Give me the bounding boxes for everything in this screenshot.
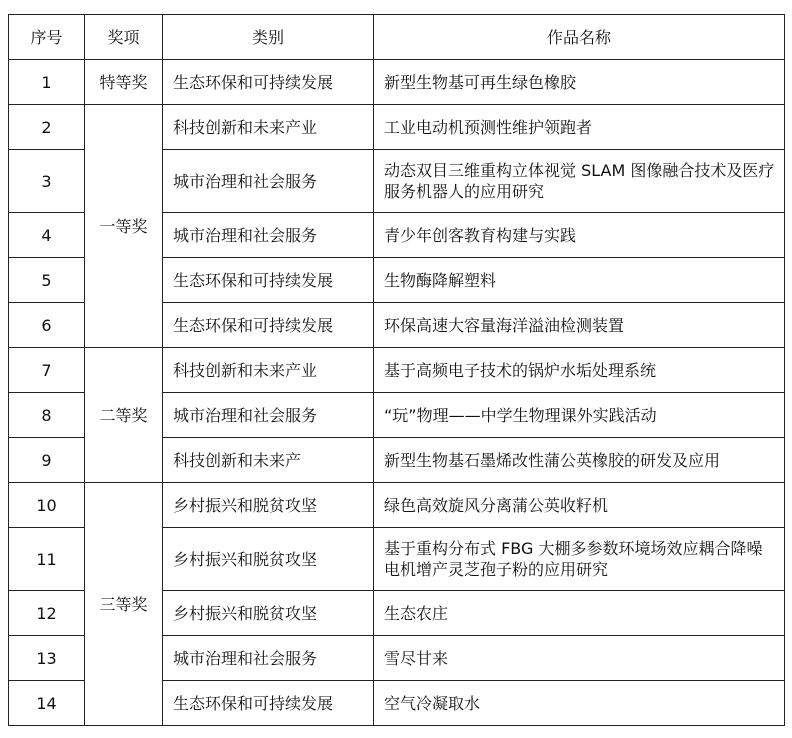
row-number: 12 <box>9 591 85 636</box>
row-number: 7 <box>9 348 85 393</box>
row-number: 11 <box>9 528 85 591</box>
award-special: 特等奖 <box>85 60 163 105</box>
row-category: 乡村振兴和脱贫攻坚 <box>163 528 374 591</box>
row-number: 5 <box>9 258 85 303</box>
row-number: 9 <box>9 438 85 483</box>
row-category: 城市治理和社会服务 <box>163 150 374 213</box>
row-title: 生物酶降解塑料 <box>374 258 785 303</box>
row-title: 新型生物基石墨烯改性蒲公英橡胶的研发及应用 <box>374 438 785 483</box>
row-title: “玩”物理——中学生物理课外实践活动 <box>374 393 785 438</box>
row-title: 生态农庄 <box>374 591 785 636</box>
row-title: 绿色高效旋风分离蒲公英收籽机 <box>374 483 785 528</box>
award-second: 二等奖 <box>85 348 163 483</box>
row-category: 城市治理和社会服务 <box>163 213 374 258</box>
header-title: 作品名称 <box>374 15 785 60</box>
row-category: 生态环保和可持续发展 <box>163 258 374 303</box>
row-title: 雪尽甘来 <box>374 636 785 681</box>
table-row <box>9 483 785 528</box>
row-number: 14 <box>9 681 85 726</box>
award-third: 三等奖 <box>85 483 163 726</box>
header-row <box>9 15 785 60</box>
award-first: 一等奖 <box>85 105 163 348</box>
row-category: 科技创新和未来产业 <box>163 105 374 150</box>
row-number: 13 <box>9 636 85 681</box>
row-category: 城市治理和社会服务 <box>163 393 374 438</box>
row-title: 空气冷凝取水 <box>374 681 785 726</box>
row-title: 基于重构分布式 FBG 大棚多参数环境场效应耦合降噪电机增产灵芝孢子粉的应用研究 <box>374 528 785 591</box>
row-category: 生态环保和可持续发展 <box>163 60 374 105</box>
row-number: 4 <box>9 213 85 258</box>
row-number: 6 <box>9 303 85 348</box>
table-row <box>9 105 785 150</box>
row-category: 科技创新和未来产业 <box>163 348 374 393</box>
row-category: 城市治理和社会服务 <box>163 636 374 681</box>
table-row <box>9 348 785 393</box>
row-title: 基于高频电子技术的锅炉水垢处理系统 <box>374 348 785 393</box>
row-category: 乡村振兴和脱贫攻坚 <box>163 483 374 528</box>
row-category: 生态环保和可持续发展 <box>163 303 374 348</box>
row-number: 8 <box>9 393 85 438</box>
header-category: 类别 <box>163 15 374 60</box>
row-category: 乡村振兴和脱贫攻坚 <box>163 591 374 636</box>
row-title: 新型生物基可再生绿色橡胶 <box>374 60 785 105</box>
row-number: 10 <box>9 483 85 528</box>
row-title: 动态双目三维重构立体视觉 SLAM 图像融合技术及医疗服务机器人的应用研究 <box>374 150 785 213</box>
header-no: 序号 <box>9 15 85 60</box>
row-number: 3 <box>9 150 85 213</box>
row-number: 2 <box>9 105 85 150</box>
row-title: 环保高速大容量海洋溢油检测装置 <box>374 303 785 348</box>
table-row <box>9 60 785 105</box>
row-title: 青少年创客教育构建与实践 <box>374 213 785 258</box>
row-number: 1 <box>9 60 85 105</box>
row-category: 科技创新和未来产 <box>163 438 374 483</box>
row-category: 生态环保和可持续发展 <box>163 681 374 726</box>
awards-table <box>8 14 785 726</box>
header-award: 奖项 <box>85 15 163 60</box>
row-title: 工业电动机预测性维护领跑者 <box>374 105 785 150</box>
